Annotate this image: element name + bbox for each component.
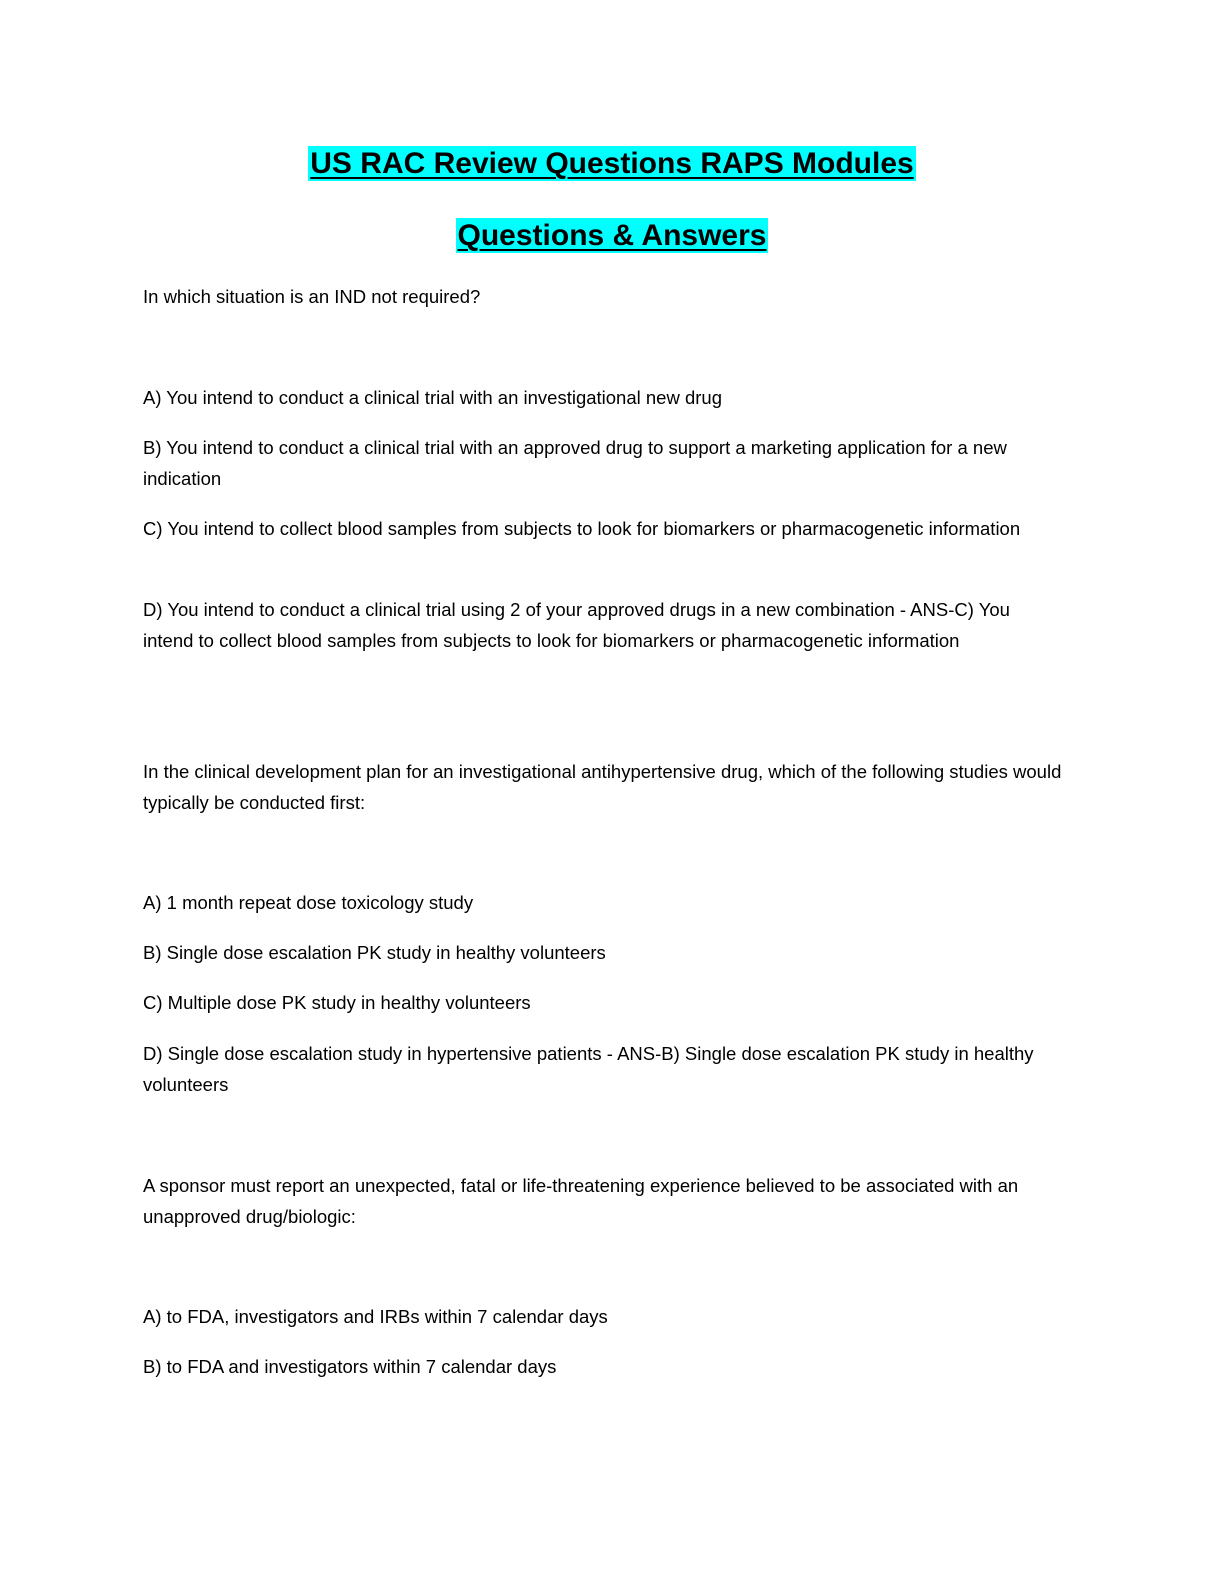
question-2-option-b: B) Single dose escalation PK study in healthy volunteers [143, 942, 606, 963]
question-2-option-d: D) Single dose escalation study in hypertensive patients - ANS-B) Single dose escalation PK study in healthy volunteers [143, 1043, 1034, 1095]
question-3-option-b: B) to FDA and investigators within 7 calendar days [143, 1356, 557, 1377]
question-2-prompt: In the clinical development plan for an investigational antihypertensive drug, which of the following studies would typically be conducted first: [143, 761, 1062, 813]
question-2-option-a: A) 1 month repeat dose toxicology study [143, 892, 474, 913]
question-3-prompt: A sponsor must report an unexpected, fatal or life-threatening experience believed to be associated with an unapproved drug/biologic: [143, 1175, 1019, 1227]
document-title-text: US RAC Review Questions RAPS Modules [310, 147, 914, 180]
document-title [0, 146, 1224, 182]
document-subtitle-text: Questions & Answers [457, 219, 767, 252]
question-1-option-b: B) You intend to conduct a clinical trial with an approved drug to support a marketing application for a new indication [143, 437, 1007, 489]
question-1-prompt: In which situation is an IND not required? [143, 286, 481, 307]
question-2-option-c: C) Multiple dose PK study in healthy volunteers [143, 992, 531, 1013]
document-subtitle [0, 218, 1224, 254]
question-1-option-c: C) You intend to collect blood samples from subjects to look for biomarkers or pharmacogenetic information [143, 518, 1021, 539]
question-1-option-d: D) You intend to conduct a clinical trial using 2 of your approved drugs in a new combination - ANS-C) You intend to collect blood samples from subjects to look for biomarkers or pharmacogenetic information [143, 599, 1010, 651]
question-3-option-a: A) to FDA, investigators and IRBs within 7 calendar days [143, 1306, 608, 1327]
question-1-option-a: A) You intend to conduct a clinical trial with an investigational new drug [143, 387, 722, 408]
